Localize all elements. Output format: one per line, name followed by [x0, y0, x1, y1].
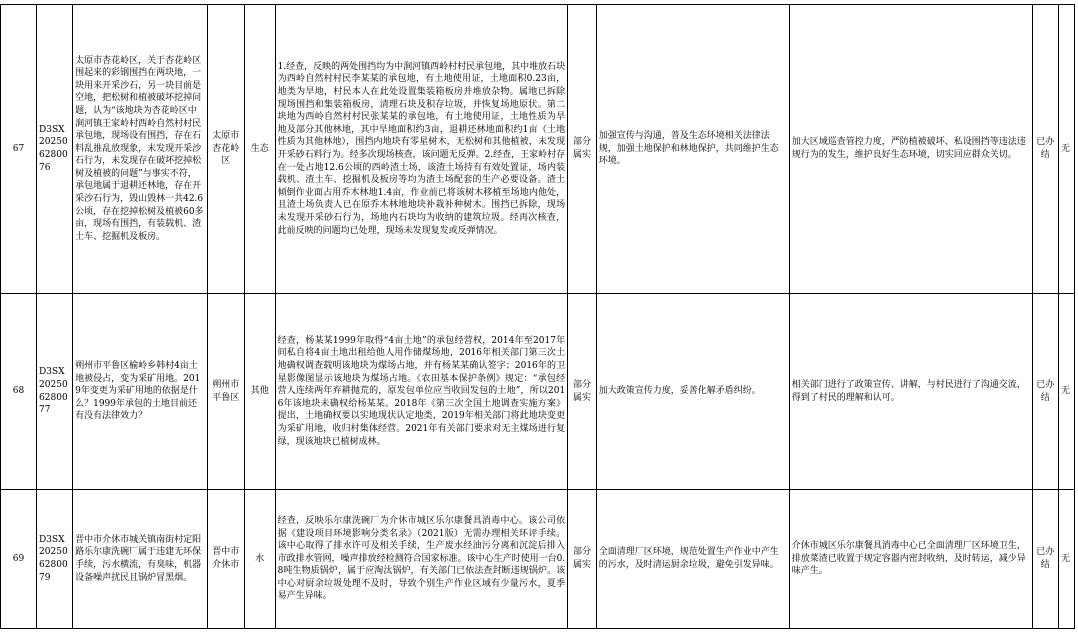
verdict: 部分属实 [568, 294, 597, 490]
case-code: D3SX202506280077 [37, 294, 73, 490]
issue-description: 太原市杏花岭区，关于杏花岭区围起来的彩钢围挡在两块地，一块用来开采沙石，另一块目前是空地，把松树和植被破坏挖掉问题，认为“该地块为杏花岭区中涧河镇王家岭村西岭自然村村民承包地，现场设有围挡，存在石料乱推乱放现象，未发现开采沙石行为，未发现存在破坏挖掉松树及植被的问题”与事实不符，承包地属于退耕还林地，存在开采沙石行为，毁山毁林一共42.6公顷，存在挖掉松树及植被60多亩，现场有围挡，有装载机、渣土车、挖掘机及板房。 [73, 5, 208, 294]
region: 朔州市平鲁区 [207, 294, 244, 490]
region: 太原市杏花岭区 [207, 5, 244, 294]
category: 水 [244, 490, 275, 629]
investigation-findings: 1.经查，反映的两处围挡均为中涧河镇西岭村村民承包地，其中堆放石块为西岭自然村村民李某某的承包地，有土地使用证，土地面积0.23亩，地类为旱地，村民本人在此处设置集装箱板房并堆放杂物。属地已拆除现场围挡和集装箱板房，清理石块及积存垃圾，并恢复场地原状。第二块地为西岭自然村村民张某某的承包地，有土地使用证，土地性质为旱地及部分其他林地，其中旱地面积约3亩，退耕还林地面积约1亩（土地性质为其他林地），围挡内地块有零星树木，无松树和其他植被，未发现开采砂石料行为。经多次现场核查，该问题无反弹。2.经查，王家岭村存在一处占地12.6公顷的西岭渣土场，该渣土场持有有效处置证，场内装载机、渣土车、挖掘机及板房等均为渣土场配套的生产必要设备。渣土倾倒作业面占用乔木林地1.4亩，作业前已将该树木移植至场地内他处，且渣土场负责人已在原乔木林地地块补栽补种树木。围挡已拆除，现场未发现开采砂石行为，场地内石块均为收纳的建筑垃圾。经再次核查，此前反映的问题均已处理，现场未发现复发或反弹情况。 [275, 5, 568, 294]
rectification-result: 加大区域巡查管控力度，严防植被破坏、私设围挡等违法违规行为的发生，维护良好生态环境，切实回应群众关切。 [789, 5, 1032, 294]
table-row [1, 5, 1075, 294]
status: 已办结 [1032, 490, 1059, 629]
region: 晋中市介休市 [207, 490, 244, 629]
category: 其他 [244, 294, 275, 490]
verdict: 部分属实 [568, 5, 597, 294]
measures: 加强宣传与沟通，普及生态环境相关法律法规，加强土地保护和林地保护，共同维护生态环境。 [596, 5, 789, 294]
investigation-findings: 经查，杨某某1999年取得“4亩土地”的承包经营权，2014年至2017年间私自将4亩土地出租给他人用作储煤场地，2016年相关部门第三次土地确权调查载明该地块为煤场占地，并有杨某某确认签字；2016年的卫星影像图显示该地块为煤场占地。《农田基本保护条例》规定：“承包经营人连续两年弃耕抛荒的，原发包单位应当收回发包的土地”，所以2016年该地块未确权给杨某某。2018年《第三次全国土地调查实施方案》提出，土地确权要以实地现状认定地类，2019年相关部门将此地块变更为采矿用地，收归村集体经营。2021年有关部门要求对无主煤场进行复绿，现该地块已植树成林。 [275, 294, 568, 490]
measures: 全面清理厂区环境，规范处置生产作业中产生的污水，及时清运厨余垃圾，避免引发异味。 [596, 490, 789, 629]
measures: 加大政策宣传力度，妥善化解矛盾纠纷。 [596, 294, 789, 490]
row-number: 68 [1, 294, 37, 490]
accountability: 无 [1059, 490, 1075, 629]
category: 生态 [244, 5, 275, 294]
issue-description: 朔州市平鲁区榆岭乡韩村4亩土地被侵占，变为采矿用地。2019年变更为采矿用地的依据是什么？1999年承包的土地目前还有没有法律效力？ [73, 294, 208, 490]
case-code: D3SX202506280076 [37, 5, 73, 294]
issue-description: 晋中市介休市城关镇南街村定阳路乐尔康洗碗厂属于违建无环保手续，污水横流，有臭味，机器设备噪声扰民且锅炉冒黑烟。 [73, 490, 208, 629]
rectification-result: 介休市城区乐尔康餐具消毒中心已全面清理厂区环境卫生，排放菜渣已收置于规定容器内密封收纳，及时转运，减少异味产生。 [789, 490, 1032, 629]
complaint-table [0, 4, 1075, 629]
verdict: 部分属实 [568, 490, 597, 629]
row-number: 67 [1, 5, 37, 294]
table-row [1, 294, 1075, 490]
case-code: D3SX202506280079 [37, 490, 73, 629]
accountability: 无 [1059, 5, 1075, 294]
row-number: 69 [1, 490, 37, 629]
accountability: 无 [1059, 294, 1075, 490]
rectification-result: 相关部门进行了政策宣传、讲解，与村民进行了沟通交流，得到了村民的理解和认可。 [789, 294, 1032, 490]
table-row [1, 490, 1075, 629]
investigation-findings: 经查，反映乐尔康洗碗厂为介休市城区乐尔康餐具消毒中心。该公司依据《建设项目环境影响分类名录》（2021版）无需办理相关环评手续。该中心取得了排水许可及相关手续，生产废水经油污分离和沉淀后排入市政排水管网，噪声排放经检测符合国家标准。该中心生产时使用一台0.8吨生物质锅炉，属于应淘汰锅炉，有关部门已依法查封断违规锅炉。该中心对厨余垃圾处理不及时，导致个别生产作业区域有少量污水，夏季易产生异味。 [275, 490, 568, 629]
status: 已办结 [1032, 5, 1059, 294]
status: 已办结 [1032, 294, 1059, 490]
